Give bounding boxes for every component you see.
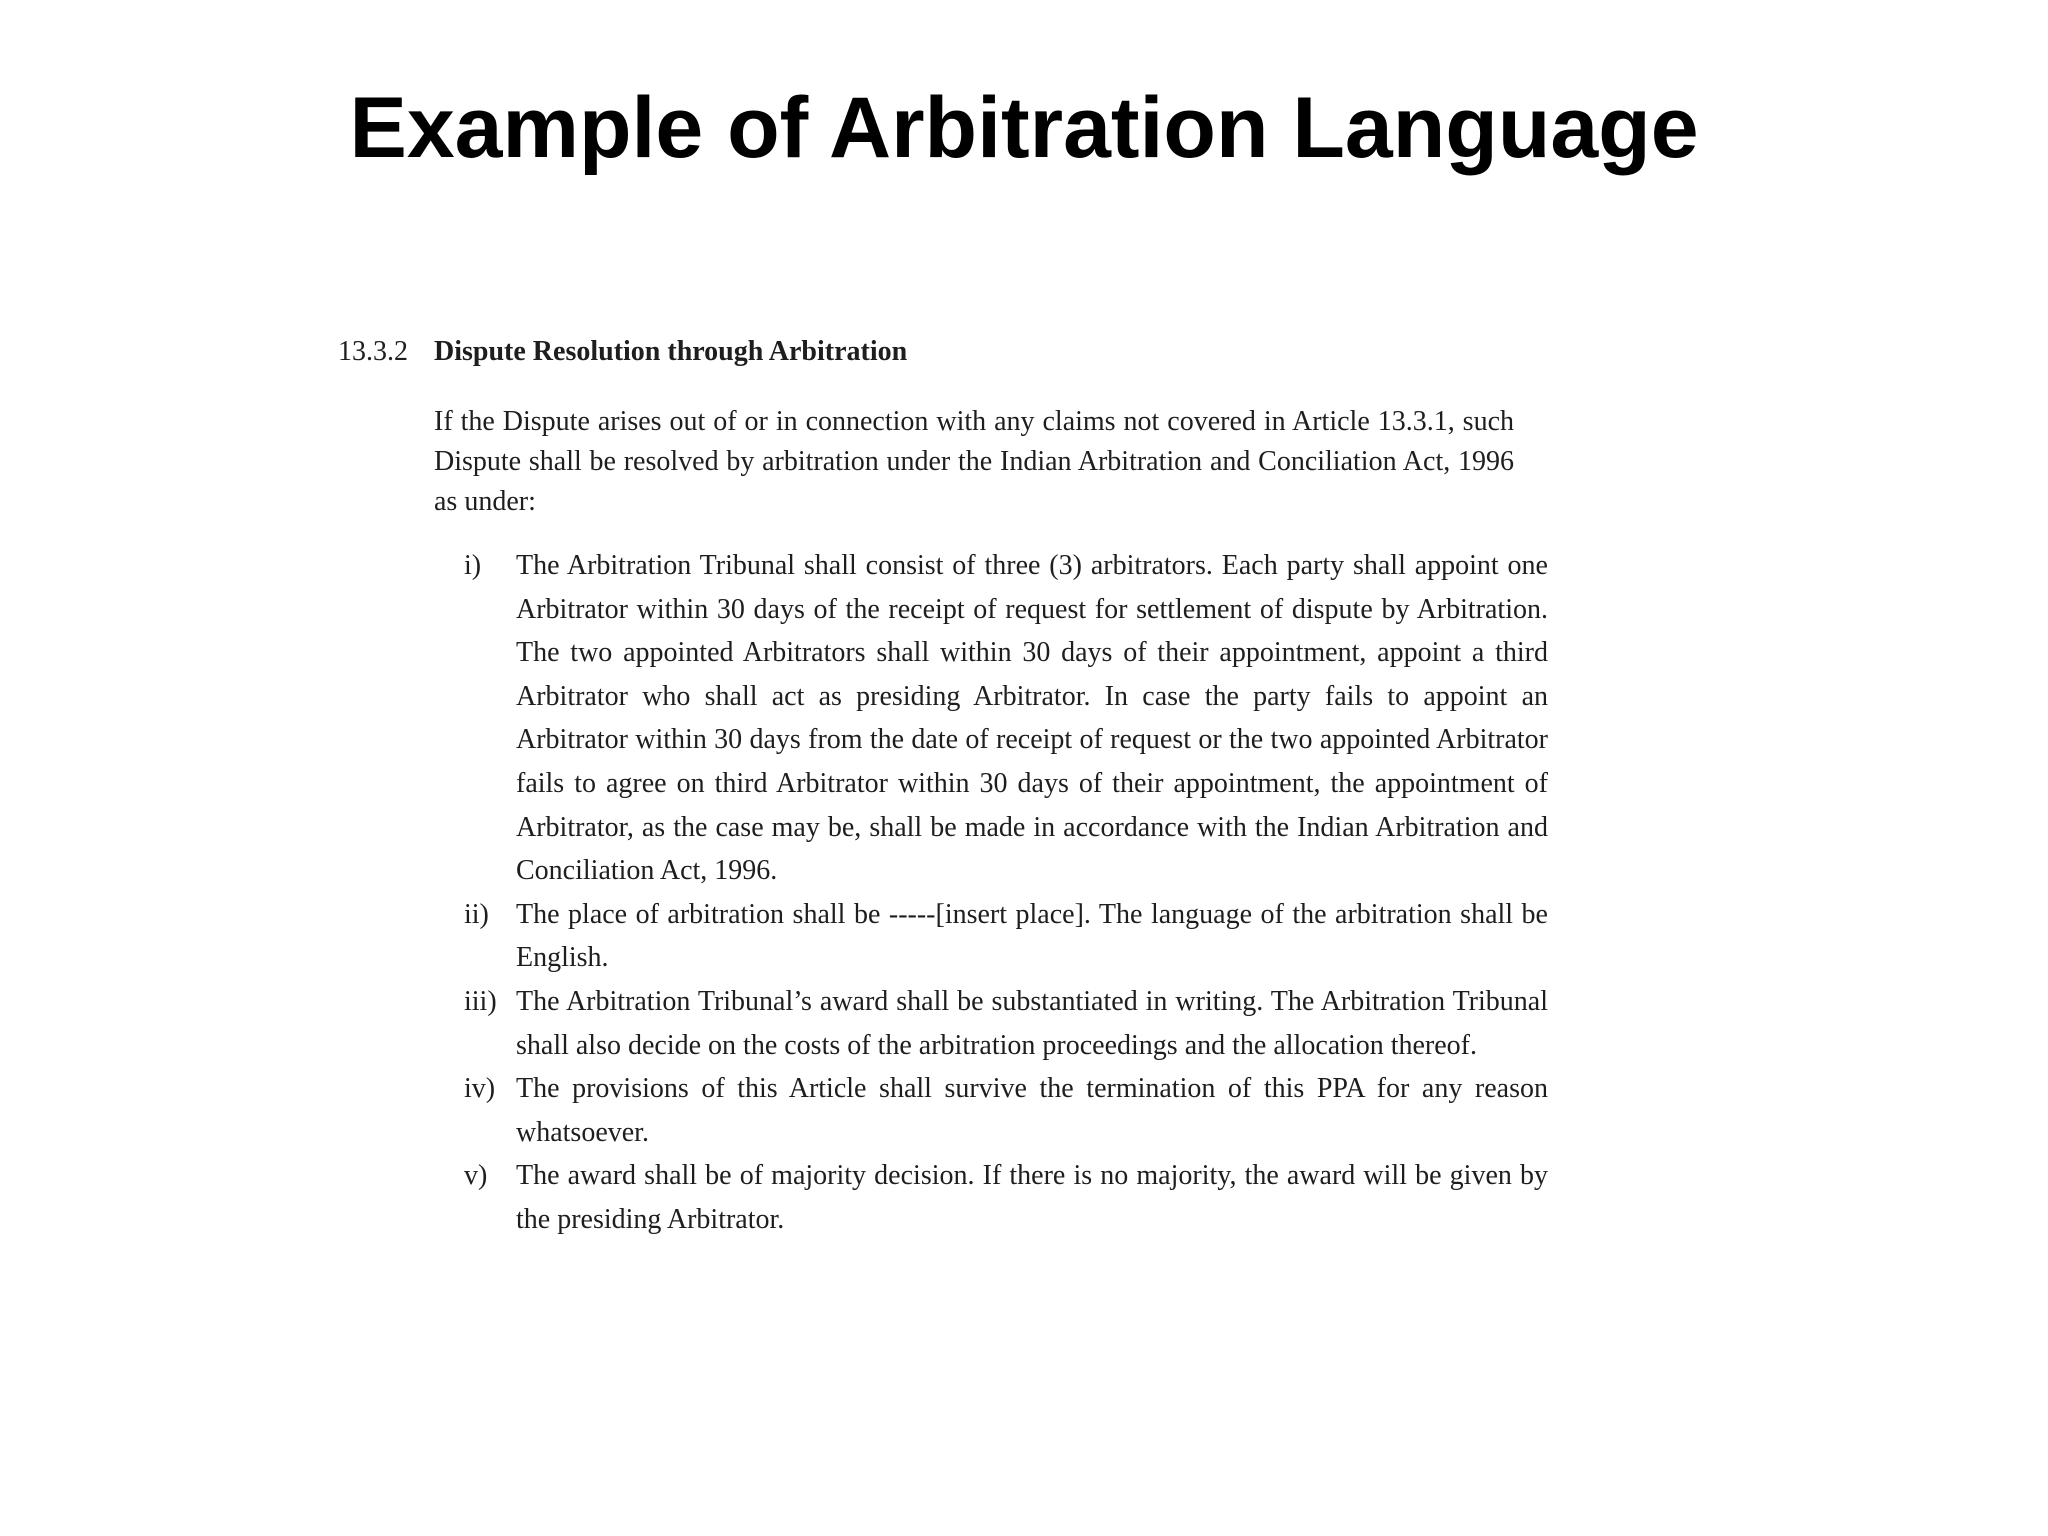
list-item-text: The provisions of this Article shall survive the termination of this PPA for any reason whatsoever. bbox=[516, 1073, 1548, 1148]
list-item-text: The award shall be of majority decision. If there is no majority, the award will be given by the presiding Arbitrator. bbox=[516, 1160, 1548, 1235]
slide-title: Example of Arbitration Language bbox=[349, 80, 1699, 176]
list-item-marker: i) bbox=[464, 550, 482, 581]
list-item-text: The place of arbitration shall be -----[insert place]. The language of the arbitration shall be English. bbox=[516, 898, 1548, 974]
list-item bbox=[464, 544, 1548, 893]
list-item bbox=[464, 1067, 1548, 1154]
list-item-marker: iv) bbox=[464, 1073, 496, 1105]
section-heading bbox=[338, 332, 1538, 372]
scanned-clause bbox=[338, 332, 1548, 1242]
list-item bbox=[464, 893, 1548, 980]
section-title: Dispute Resolution through Arbitration bbox=[434, 336, 908, 367]
section-number: 13.3.2 bbox=[338, 336, 408, 367]
list-item-text: The Arbitration Tribunal’s award shall be substantiated in writing. The Arbitration Tribunal shall also decide on the costs of the arbitration proceedings and the allocation thereof. bbox=[516, 985, 1548, 1061]
clause-intro: If the Dispute arises out of or in connection with any claims not covered in Article 13.3.1, such Dispute shall be resolved by arbitration under the Indian Arbitration and Conciliation Act, 1996 as under: bbox=[434, 406, 1514, 517]
list-item-marker: v) bbox=[464, 1160, 488, 1192]
list-item-marker: ii) bbox=[464, 898, 489, 930]
list-item bbox=[464, 1154, 1548, 1241]
clause-item-list bbox=[464, 544, 1548, 1242]
list-item-text: The Arbitration Tribunal shall consist of three (3) arbitrators. Each party shall appoint one Arbitrator within 30 days of the receipt of request for settlement of dispute by Arbitration. The two appointed Arbitrators shall within 30 days of their appointment, appoint a third Arbitrator who shall act as presiding Arbitrator. In case the party fails to appoint an Arbitrator within 30 days from the date of receipt of request or the two appointed Arbitrator fails to agree on third Arbitrator within 30 days of their appointment, the appointment of Arbitrator, as the case may be, shall be made in accordance with the Indian Arbitration and Conciliation Act, 1996. bbox=[516, 550, 1548, 887]
list-item-marker: iii) bbox=[464, 985, 497, 1017]
list-item bbox=[464, 980, 1548, 1067]
